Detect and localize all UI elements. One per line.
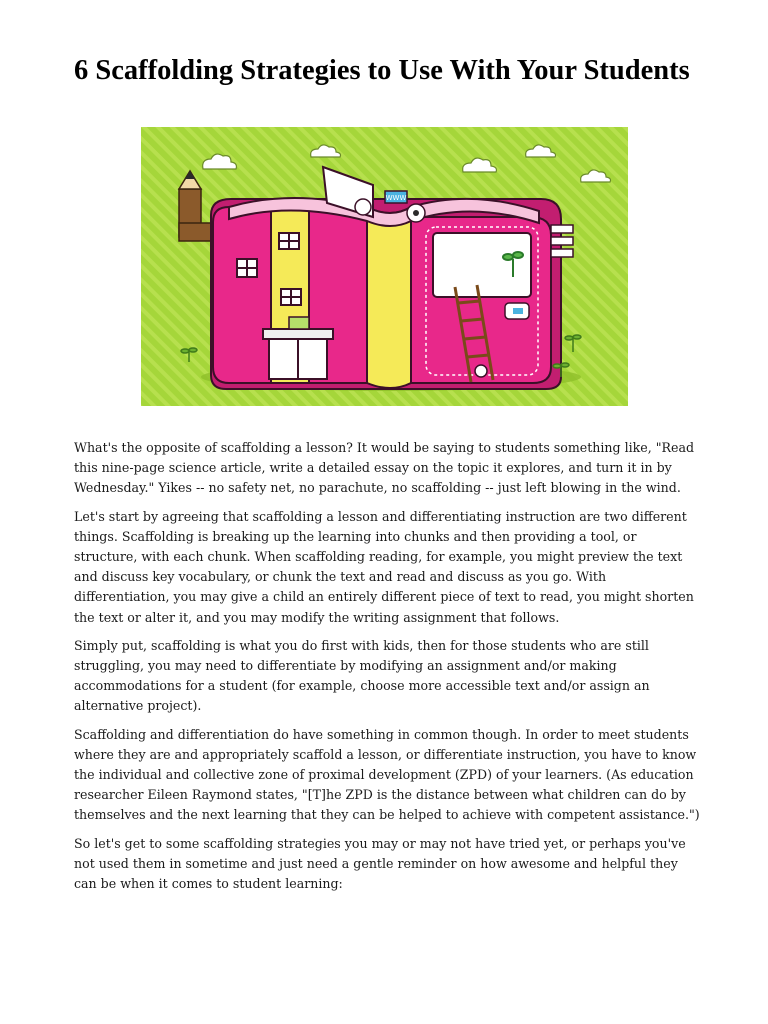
book-left-cover xyxy=(213,207,271,383)
robot-character-icon xyxy=(475,365,487,377)
book-spine xyxy=(367,207,411,388)
article-body xyxy=(74,438,700,902)
page-window xyxy=(433,233,531,297)
book-house-illustration xyxy=(141,127,628,406)
house-window-icon xyxy=(237,259,257,277)
paragraph: Simply put, scaffolding is what you do first with kids, then for those students who are still struggling, you may need to differentiate by modifying an assignment and/or making accommodations for a student (for example, choose more accessible text and/or assign an alternative project). xyxy=(74,637,650,714)
paragraph: Scaffolding and differentiation do have something in common though. In order to meet students where they are and appropriately scaffold a lesson, or differentiate instruction, you have to know the individual and collective zone of proximal development (ZPD) of your learners. (As education researcher Eileen Raymond states, "[T]he ZPD is the distance between what children can do by themselves and the next learning that they can be helped to achieve with competent assistance.") xyxy=(74,726,700,823)
paragraph: Let's start by agreeing that scaffolding a lesson and differentiating instruction are two different things. Scaffolding is breaking up the learning into chunks and then providing a tool, or structure, with each chunk. When scaffolding reading, for example, you might preview the text and discuss key vocabulary, or chunk the text and read and discuss as you go. With differentiation, you may give a child an entirely different piece of text to read, you might shorten the text or alter it, and you may modify the writing assignment that follows. xyxy=(74,508,694,625)
article-title: 6 Scaffolding Strategies to Use With Your Students xyxy=(74,55,690,86)
paragraph: So let's get to some scaffolding strategies you may or may not have tried yet, or perhaps you've not used them in sometime and just need a gentle reminder on how awesome and helpful they can be when it comes to student learning: xyxy=(74,835,686,892)
svg-text:WWW: WWW xyxy=(385,194,407,202)
article-illustration xyxy=(141,127,628,406)
house-window-icon xyxy=(281,289,301,305)
robot-character-icon xyxy=(505,303,529,319)
paragraph: What's the opposite of scaffolding a lesson? It would be saying to students something like, "Read this nine-page science article, write a detailed essay on the topic it explores, and turn it in by Wednesday." Yikes -- no safety net, no parachute, no scaffolding -- just left blowing in the wind. xyxy=(74,440,695,496)
house-window-icon xyxy=(279,233,299,249)
